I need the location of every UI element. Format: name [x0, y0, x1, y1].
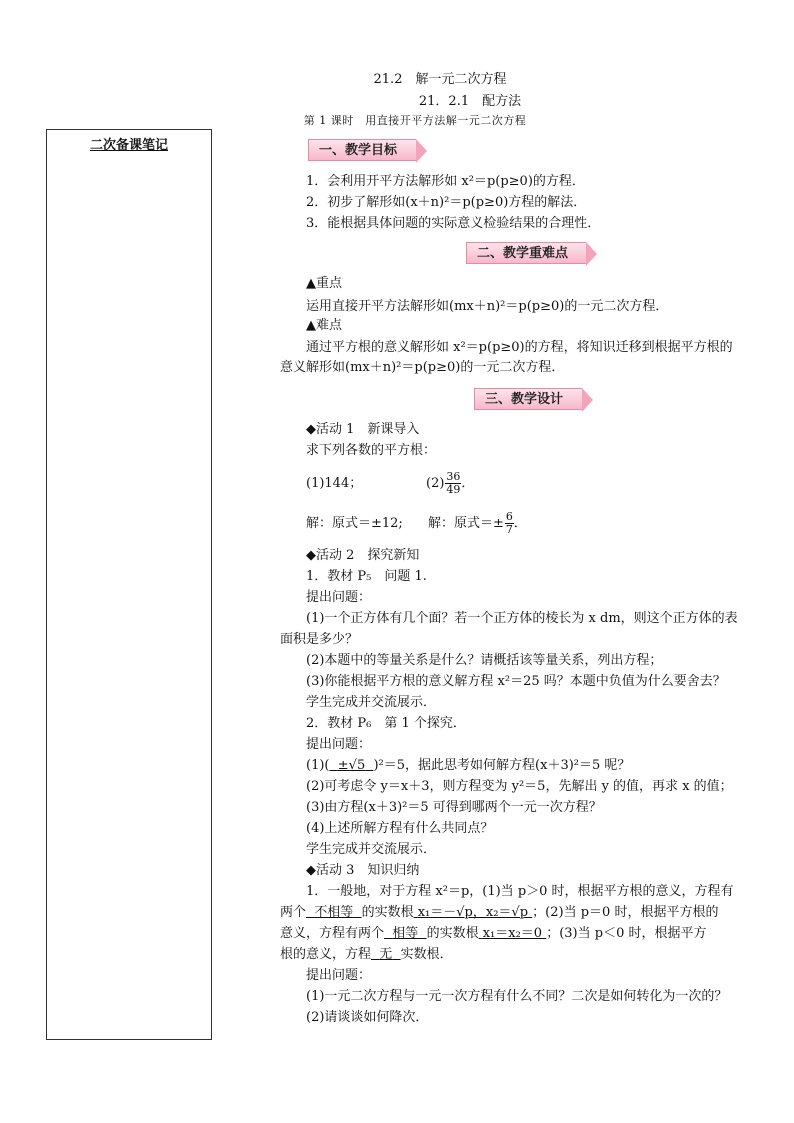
fraction-6-7: $\frac{6}{7}$	[505, 510, 513, 536]
section-title: 21.2 解一元二次方程	[373, 72, 507, 87]
textbook-p6: 2．教材 P₆ 第 1 个探究．	[306, 716, 466, 731]
activity-3-title: ◆活动 3 知识归纳	[306, 863, 420, 878]
a3-ask: 提出问题：	[306, 968, 372, 983]
a3-q2: (2)请谈谈如何降次．	[306, 1010, 429, 1025]
focus-text: 运用直接开平方法解形如(mx＋n)²＝p(p≥0)的一元二次方程．	[306, 299, 669, 314]
textbook-p5: 1．教材 P₅ 问题 1.	[306, 569, 427, 584]
answer-blank: 相等	[392, 926, 419, 941]
goal-item-3: 3．能根据具体问题的实际意义检验结果的合理性．	[306, 216, 601, 231]
a2-q2: (2)本题中的等量关系是什么？请概括该等量关系，列出方程；	[306, 653, 663, 668]
fraction-36-49: $\frac{36}{49}$	[446, 470, 461, 496]
answer-blank: 不相等	[314, 905, 354, 920]
a2-q1-line1: (1)一个正方体有几个面？若一个正方体的棱长为 x dm，则这个正方体的表	[306, 611, 738, 626]
answer-2: 解：原式＝± $\frac{6}{7}$ ．	[428, 510, 527, 536]
banner-teaching-design: 三、教学设计	[474, 388, 582, 410]
a3-q1: (1)一元二次方程与一元一次方程有什么不同？二次是如何转化为一次的？	[306, 989, 728, 1004]
banner-keypoints: 二、教学重难点	[466, 242, 586, 264]
question-1: (1)144；	[306, 476, 363, 491]
goal-item-2: 2．初步了解形如(x＋n)²＝p(p≥0)方程的解法．	[306, 195, 587, 210]
answer-blank: x₁＝x₂＝0	[482, 926, 543, 941]
a2-p2: (2)可考虑令 y＝x＋3，则方程变为 y²＝5，先解出 y 的值，再求 x 的值；	[306, 779, 733, 794]
question-2: (2) $\frac{36}{49}$ ．	[426, 470, 475, 496]
a2-done-2: 学生完成并交流展示．	[306, 842, 437, 857]
answer-blank: ±√5	[337, 758, 366, 773]
difficulty-line-2: 意义解形如(mx＋n)²＝p(p≥0)的一元二次方程．	[280, 360, 565, 375]
banner-teaching-goals: 一、教学目标	[308, 139, 416, 161]
a2-p1: (1)( ±√5 )²＝5，据此思考如何解方程(x＋3)²＝5 呢？	[306, 758, 631, 773]
notes-box	[46, 129, 212, 1040]
activity-1-title: ◆活动 1 新课导入	[306, 422, 420, 437]
a3-line-1: 1．一般地，对于方程 x²＝p，(1)当 p＞0 时，根据平方根的意义，方程有	[306, 884, 734, 899]
answer-blank: x₁＝－√p，x₂＝√p	[417, 905, 529, 920]
answer-blank: 无	[379, 947, 393, 962]
a3-line-3: 意义，方程有两个 相等 的实数根 x₁＝x₂＝0 ；(3)当 p＜0 时，根据平方	[280, 926, 707, 941]
activity-2-title: ◆活动 2 探究新知	[306, 548, 420, 563]
ask-1: 提出问题：	[306, 590, 372, 605]
activity-1-prompt: 求下列各数的平方根：	[306, 443, 437, 458]
difficulty-label: ▲难点	[306, 318, 342, 333]
a2-done-1: 学生完成并交流展示．	[306, 695, 437, 710]
a3-line-4: 根的意义，方程 无 实数根．	[280, 947, 453, 962]
a2-q1-line2: 面积是多少？	[280, 632, 359, 647]
goal-item-1: 1．会利用开平方法解形如 x²＝p(p≥0)的方程．	[306, 174, 585, 189]
a2-q3: (3)你能根据平方根的意义解方程 x²＝25 吗？本题中负值为什么要舍去？	[306, 674, 726, 689]
a2-p4: (4)上述所解方程有什么共同点？	[306, 821, 494, 836]
ask-2: 提出问题：	[306, 737, 372, 752]
a3-line-2: 两个 不相等 的实数根 x₁＝－√p，x₂＝√p ；(2)当 p＝0 时，根据平方根的	[280, 905, 719, 920]
subsection-title: 21．2.1 配方法	[418, 94, 522, 109]
difficulty-line-1: 通过平方根的意义解形如 x²＝p(p≥0)的方程，将知识迁移到根据平方根的	[306, 340, 733, 355]
notes-title: 二次备课笔记	[89, 138, 168, 153]
lesson-title: 第 1 课时 用直接开平方法解一元二次方程	[303, 114, 527, 127]
focus-label: ▲重点	[306, 276, 342, 291]
answer-1: 解：原式＝±12;	[306, 516, 403, 531]
a2-p3: (3)由方程(x＋3)²＝5 可得到哪两个一元一次方程？	[306, 800, 602, 815]
